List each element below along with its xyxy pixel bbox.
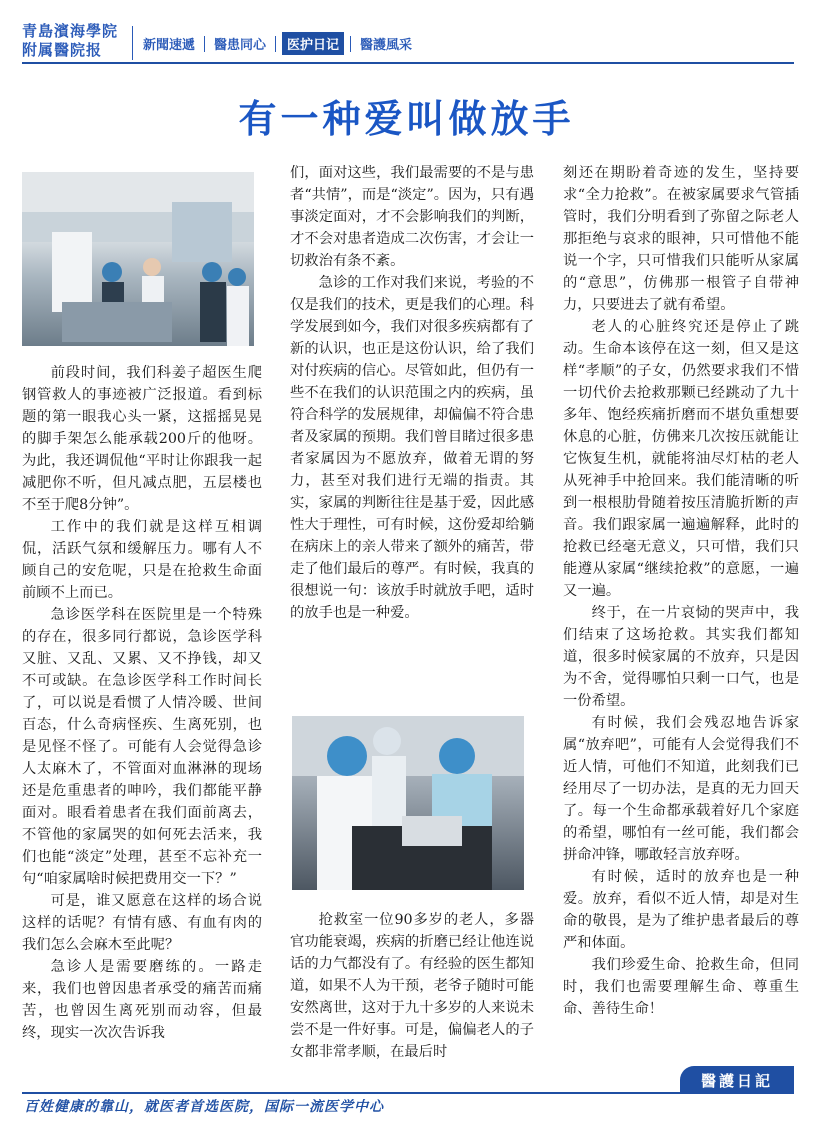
paragraph: 有时候，我们会残忍地告诉家属“放弃吧”，可能有人会觉得我们不近人情，可他们不知道，此刻我们已经用尽了一切办法，是真的无力回天了。每一个生命都承载着好几个家庭的希望，哪怕有一丝可能，我们都会拼命冲锋，哪敢轻言放弃呀。 <box>563 715 799 863</box>
masthead-line2: 附属醫院报 <box>22 41 103 59</box>
footer-rule <box>22 1092 794 1094</box>
emergency-room-photo <box>22 172 254 346</box>
section-tab-label: 醫護日記 <box>680 1066 794 1094</box>
nav-divider <box>275 36 276 52</box>
paragraph: 急诊人是需要磨练的。一路走来，我们也曾因患者承受的痛苦而痛苦，也曾因生离死别而动容，但最终，现实一次次告诉我 <box>22 959 262 1041</box>
article-column-3 <box>563 162 799 1020</box>
paragraph: 工作中的我们就是这样互相调侃，活跃气氛和缓解压力。哪有人不顾自己的安危呢，只是在抢救生命面前顾不上而已。 <box>22 519 262 601</box>
masthead-divider <box>132 26 133 60</box>
paragraph: 急诊的工作对我们来说，考验的不仅是我们的技术，更是我们的心理。科学发展到如今，我们对很多疾病都有了新的认识，也正是这份认识，给了我们对付疾病的信心。尽管如此，但仍有一些不在我们的认识范围之内的疾病，虽符合科学的发展规律，却偏偏不符合患者及家属的预期。我们曾目睹过很多患者家属因为不愿放弃，做着无谓的努力，甚至对我们进行无端的指责。其实，家属的判断往往是基于爱，因此感性大于理性，可有时候，这份爱却给躺在病床上的亲人带来了额外的痛苦，带走了他们最后的尊严。有时候，我真的很想说一句：该放手时就放手吧，适时的放手也是一种爱。 <box>290 275 534 621</box>
nav-item-news[interactable]: 新聞速遞 <box>143 38 196 53</box>
article-column-2-bottom <box>290 909 534 1063</box>
resuscitation-photo <box>292 716 524 890</box>
paragraph: 急诊医学科在医院里是一个特殊的存在，很多同行都说，急诊医学科又脏、又乱、又累、又不挣钱，却又不可或缺。在急诊医学科工作时间长了，可以说是看惯了人情冷暖、世间百态，什么奇病怪疾、生离死别，也是见怪不怪了。可能有人会觉得急诊人太麻木了，不管面对血淋淋的现场还是危重患者的呻吟，我们都能平静面对。眼看着患者在我们面前离去，不管他的家属哭的如何死去活来，我们也能“淡定”处理，甚至不忘补充一句“咱家属啥时候把费用交一下？” <box>22 607 262 887</box>
paragraph: 可是，谁又愿意在这样的场合说这样的话呢？有情有感、有血有肉的我们怎么会麻木至此呢？ <box>22 893 262 953</box>
article-title: 有一种爱叫做放手 <box>238 97 575 141</box>
nav-item-staff-style[interactable]: 醫護風采 <box>360 38 413 53</box>
article-column-1 <box>22 362 262 1044</box>
paragraph: 终于，在一片哀恸的哭声中，我们结束了这场抢救。其实我们都知道，很多时候家属的不放弃，只是因为不舍，觉得哪怕只剩一口气，也是一份希望。 <box>563 605 799 709</box>
nav-item-doctor-patient[interactable]: 醫患同心 <box>214 38 267 53</box>
nav-divider <box>204 36 205 52</box>
masthead-line1: 青島濱海學院 <box>22 22 119 40</box>
footer-slogan: 百姓健康的靠山，就医者首选医院，国际一流医学中心 <box>24 1099 384 1115</box>
article-column-2 <box>290 162 534 624</box>
paragraph: 前段时间，我们科姜子超医生爬钢管救人的事迹被广泛报道。看到标题的第一眼我心头一紧，这摇摇晃晃的脚手架怎么能承载200斤的他呀。为此，我还调侃他“平时让你跟我一起减肥你不听，但凡减点肥，五层楼也不至于爬8分钟”。 <box>22 365 262 513</box>
nav-item-medical-diary[interactable]: 医护日记 <box>282 32 344 55</box>
paragraph: 有时候，适时的放弃也是一种爱。放弃，看似不近人情，却是对生命的敬畏，是为了维护患者最后的尊严和体面。 <box>563 869 799 951</box>
paragraph: 刻还在期盼着奇迹的发生，坚持要求“全力抢救”。在被家属要求气管插管时，我们分明看到了弥留之际老人那拒绝与哀求的眼神，只可惜他不能说一个字，只可惜我们只能听从家属的“意思”，仿佛那一根管子自带神力，只要进去了就有希望。 <box>563 165 799 313</box>
header-rule <box>22 62 794 64</box>
paragraph: 们，面对这些，我们最需要的不是与患者“共情”，而是“淡定”。因为，只有遇事淡定面对，才不会影响我们的判断，才不会对患者造成二次伤害，才会让一切救治有条不紊。 <box>290 165 534 269</box>
paragraph: 老人的心脏终究还是停止了跳动。生命本该停在这一刻，但又是这样“孝顺”的子女，仍然要求我们不惜一切代价去抢救那颗已经跳动了九十多年、饱经疾痛折磨而不堪负重想要休息的心脏，仿佛来几次按压就能让它恢复生机，就能将油尽灯枯的老人从死神手中抢回来。我们能清晰的听到一根根肋骨随着按压清脆折断的声音。我们跟家属一遍遍解释，此时的抢救已经毫无意义，只可惜，我们只能遵从家属“继续抢救”的意愿，一遍又一遍。 <box>563 319 799 599</box>
nav-divider <box>350 36 351 52</box>
paragraph: 我们珍爱生命、抢救生命，但同时，我们也需要理解生命、尊重生命、善待生命！ <box>563 957 799 1017</box>
section-nav <box>140 32 415 55</box>
paragraph: 抢救室一位90多岁的老人，多器官功能衰竭，疾病的折磨已经让他连说话的力气都没有了。有经验的医生都知道，如果不人为干预，老爷子随时可能安然离世，这对于九十多岁的人来说未尝不是一件好事。可是，偏偏老人的子女都非常孝顺，在最后时 <box>290 912 534 1060</box>
masthead-logo <box>22 22 132 60</box>
